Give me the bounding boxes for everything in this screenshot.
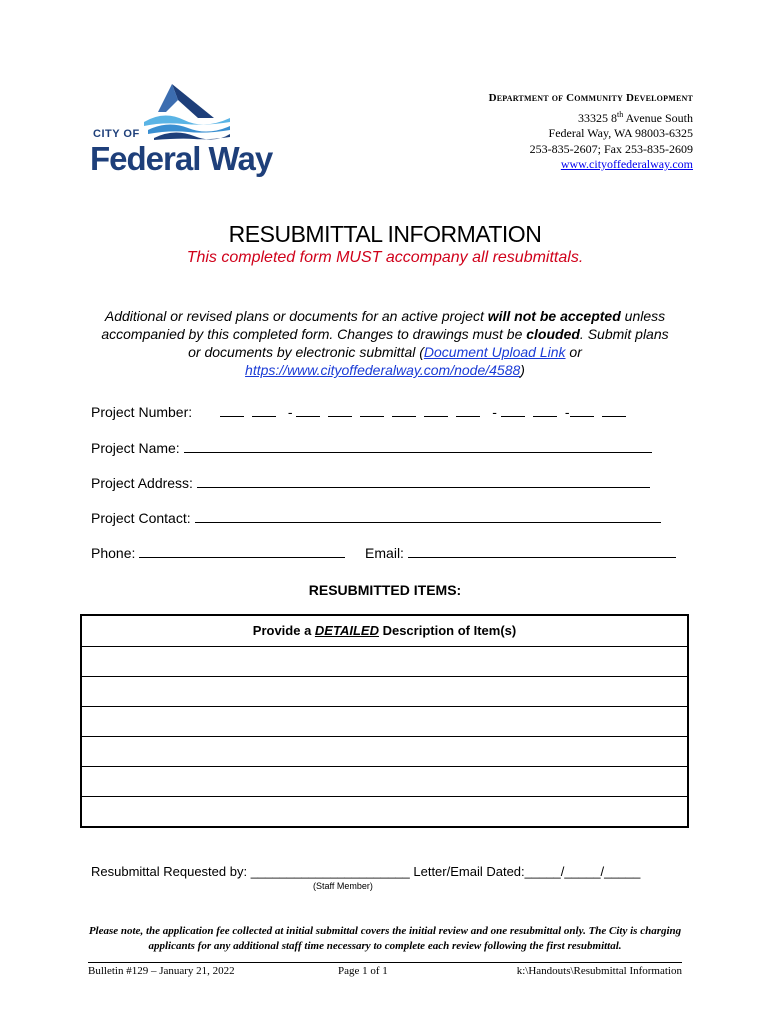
phone-email-row — [91, 545, 676, 561]
email-field[interactable] — [408, 545, 676, 558]
item-row[interactable] — [82, 767, 687, 797]
department-phone-fax: 253-835-2607; Fax 253-835-2609 — [529, 141, 693, 156]
department-city: Federal Way, WA 98003-6325 — [548, 126, 693, 140]
item-row[interactable] — [82, 647, 687, 677]
items-table-header: Provide a DETAILED Description of Item(s) — [82, 616, 687, 647]
page-title: RESUBMITTAL INFORMATION — [228, 221, 542, 247]
logo-city-of: CITY OF — [93, 128, 140, 140]
project-address-field[interactable] — [197, 475, 650, 488]
fee-note: Please note, the application fee collected at initial submittal covers the initial review and one resubmittal only. The City is charging applicants for any additional staff time necessary to complete each review following the first resubmittal. — [88, 925, 682, 952]
item-row[interactable] — [82, 737, 687, 767]
emphasis-clouded: clouded — [526, 326, 580, 342]
footer-divider — [88, 962, 682, 963]
department-header — [489, 91, 693, 173]
project-address-row — [91, 475, 650, 491]
item-row[interactable] — [82, 707, 687, 737]
department-website-link[interactable]: www.cityoffederalway.com — [560, 157, 693, 171]
project-address-label: Project Address: — [91, 475, 193, 491]
email-label: Email: — [365, 545, 404, 561]
footer-page-number: Page 1 of 1 — [338, 965, 388, 977]
item-row[interactable] — [82, 797, 687, 826]
wave-mountain-icon — [144, 82, 234, 140]
project-contact-row — [91, 510, 661, 526]
resubmittal-requested-row[interactable]: Resubmittal Requested by: ______________________ Letter/Email Dated:_____/_____/_____ — [91, 864, 641, 879]
logo-name: Federal Way — [90, 140, 273, 177]
item-row[interactable] — [82, 677, 687, 707]
page-subtitle: This completed form MUST accompany all resubmittals. — [186, 249, 584, 266]
department-address: 33325 8th Avenue South — [577, 109, 693, 125]
project-name-label: Project Name: — [91, 440, 180, 456]
department-name: Department of Community Development — [488, 92, 693, 104]
footer-bulletin: Bulletin #129 – January 21, 2022 — [88, 965, 235, 977]
project-name-field[interactable] — [184, 440, 652, 453]
project-number-label: Project Number: — [91, 404, 193, 420]
city-logo — [88, 82, 278, 182]
items-table — [80, 614, 689, 828]
resubmitted-items-heading: RESUBMITTED ITEMS: — [308, 582, 462, 598]
phone-label: Phone: — [91, 545, 136, 561]
staff-member-caption: (Staff Member) — [313, 881, 373, 891]
project-name-row — [91, 440, 652, 456]
document-upload-link[interactable]: Document Upload Link — [423, 344, 566, 360]
node-4588-link[interactable]: https://www.cityoffederalway.com/node/4588 — [245, 362, 521, 378]
footer-file-path: k:\Handouts\Resubmittal Information — [516, 965, 682, 977]
intro-paragraph: Additional or revised plans or documents for an active project will not be accepted unless accompanied by this completed form. Changes to drawings must be clouded. Submit plans or documents by electronic submittal (Document Upload Link or https://www.cityoffederalway.com/node/4588) — [101, 308, 669, 378]
project-number-row — [91, 404, 634, 420]
project-number-input[interactable]: - - - — [220, 404, 634, 420]
project-contact-field[interactable] — [195, 510, 661, 523]
phone-field[interactable] — [139, 545, 345, 558]
project-contact-label: Project Contact: — [91, 510, 191, 526]
emphasis-not-accepted: will not be accepted — [487, 308, 621, 324]
